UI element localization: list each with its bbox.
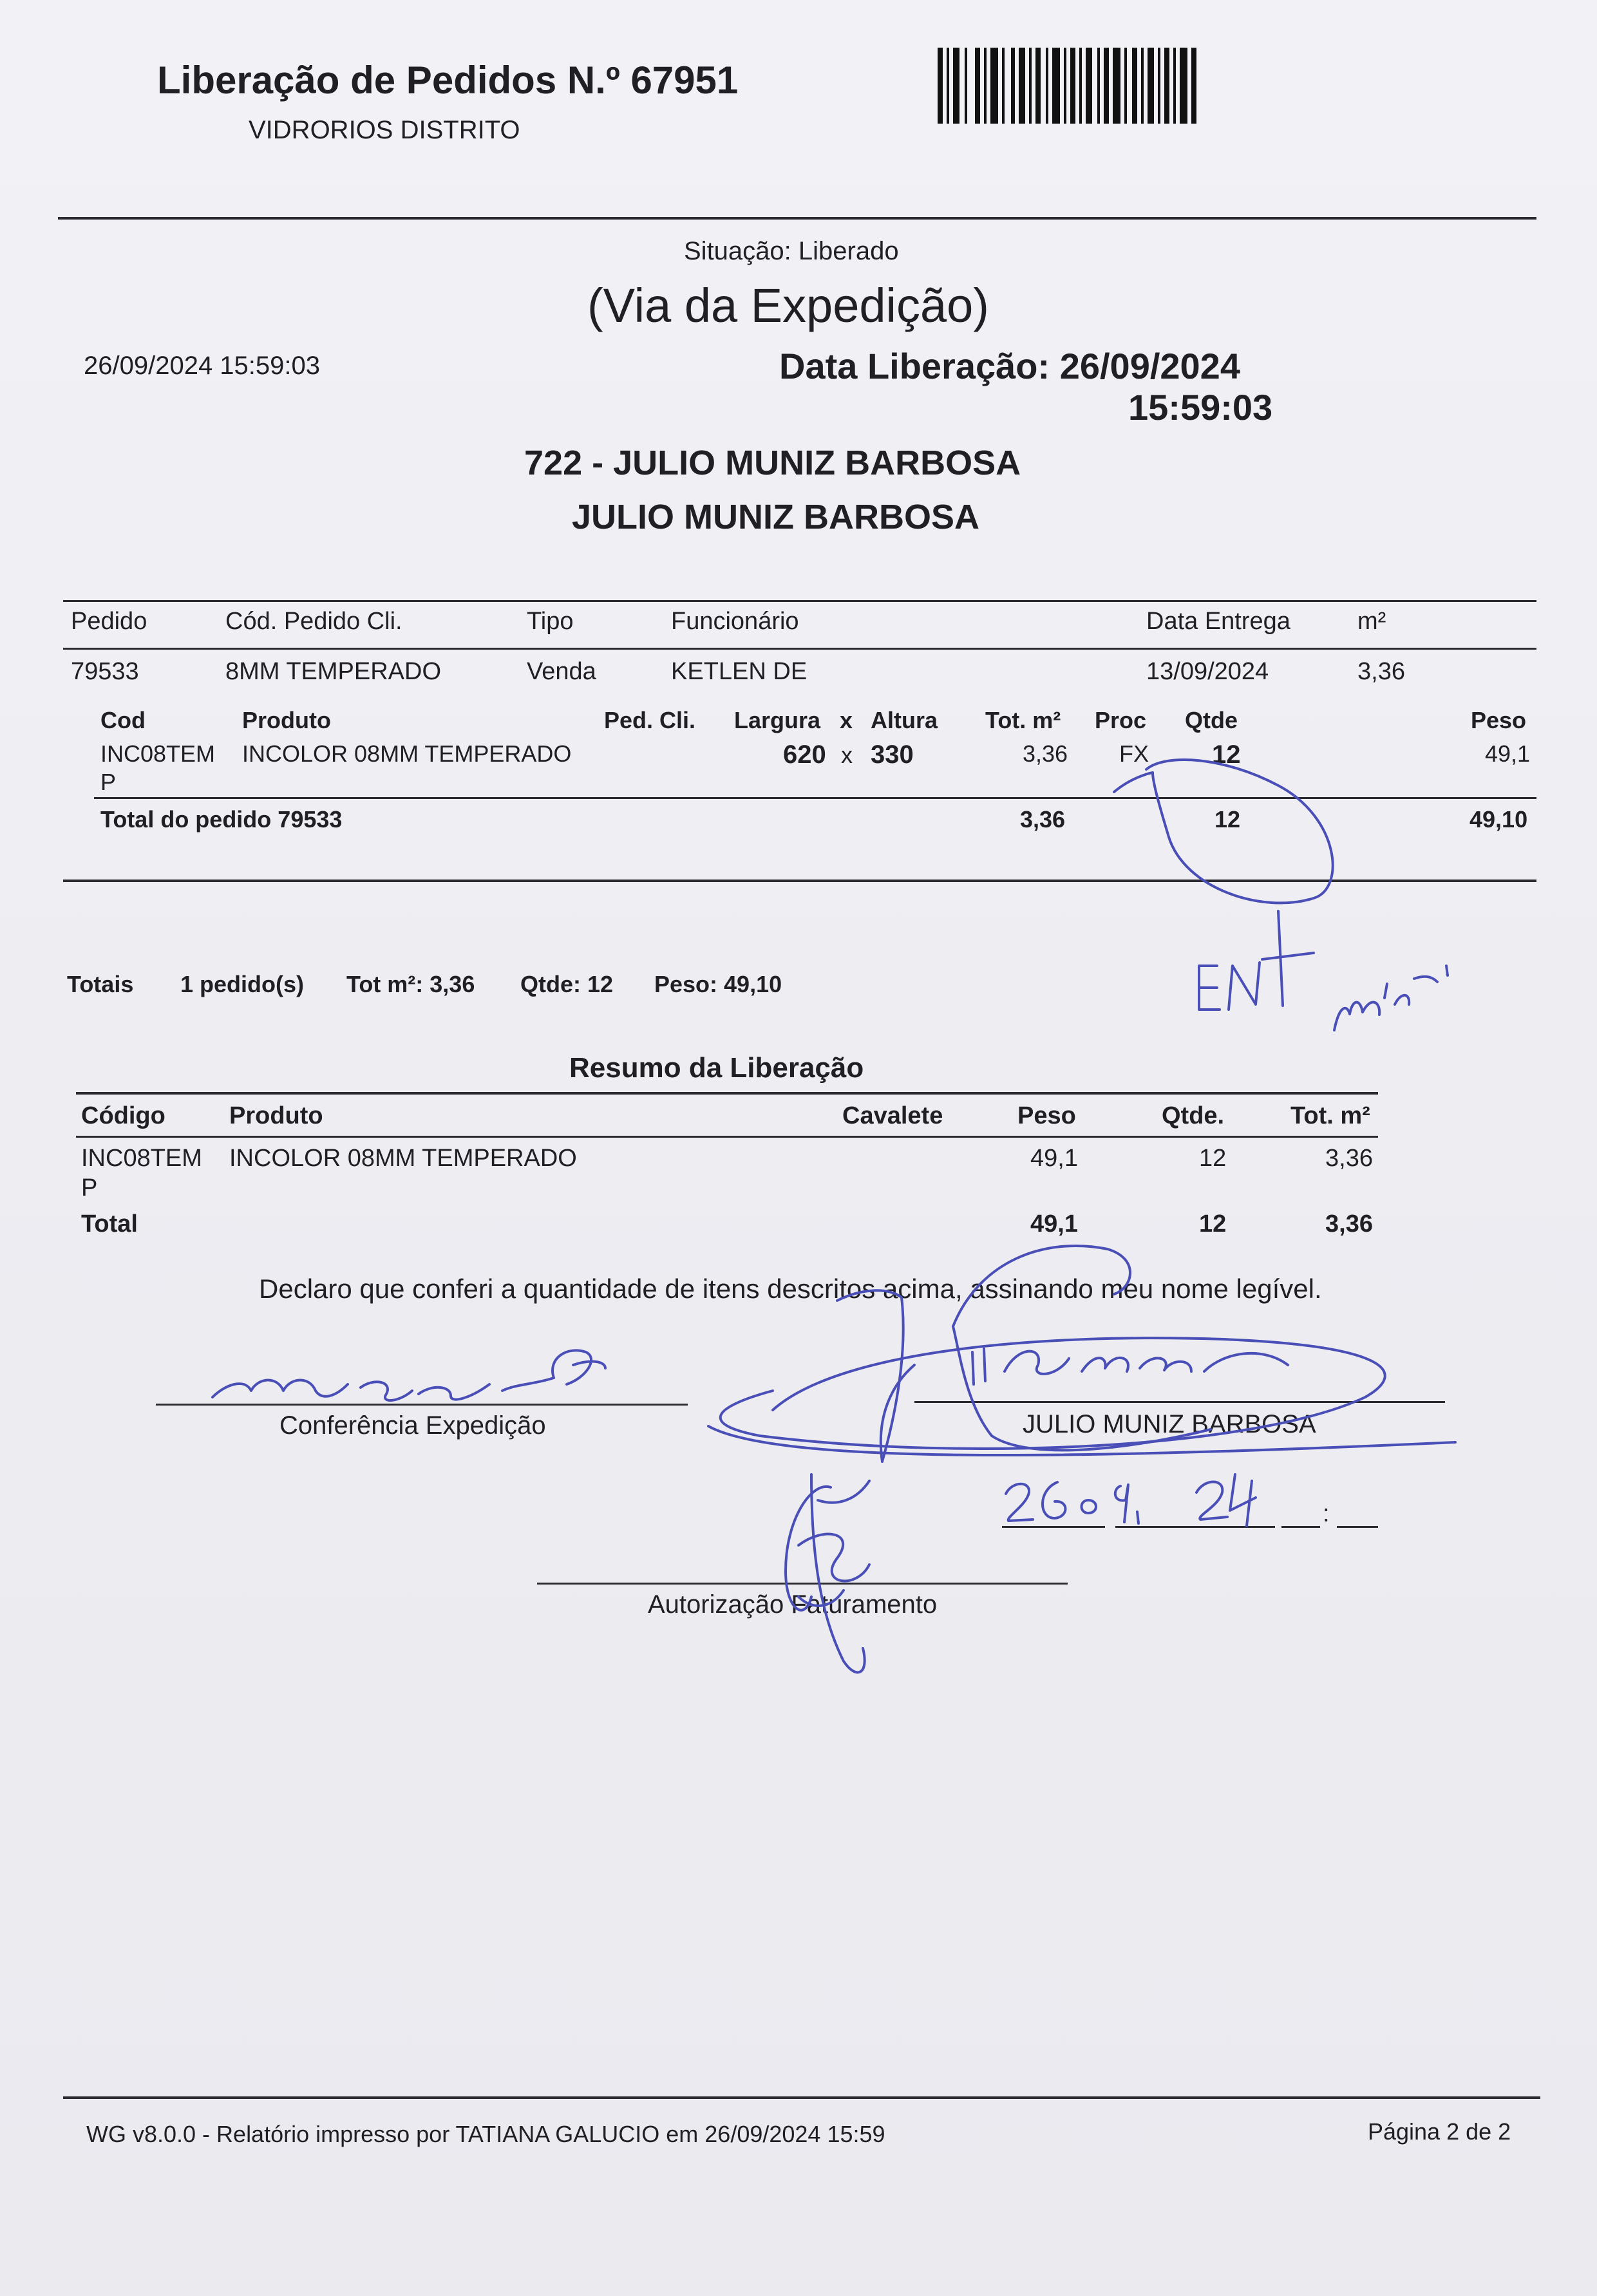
totals-peso: Peso: 49,10: [654, 971, 782, 997]
client-name: JULIO MUNIZ BARBOSA: [572, 498, 979, 536]
item-cod: INC08TEM: [100, 740, 216, 767]
client-signature: [708, 1246, 1455, 1462]
summary-col-produto: Produto: [229, 1102, 323, 1129]
declaration-text: Declaro que conferi a quantidade de itens descritos acima, assinando meu nome legível.: [259, 1274, 1322, 1304]
order-total-qtde: 12: [1214, 806, 1241, 833]
conferencia-label: Conferência Expedição: [279, 1411, 546, 1440]
item-x: x: [841, 742, 853, 768]
col-pedido: Pedido: [71, 608, 147, 635]
col-ped-cli: Ped. Cli.: [604, 707, 696, 733]
col-data-entrega: Data Entrega: [1146, 608, 1290, 635]
footer-divider: [63, 2096, 1540, 2099]
summary-col-tot-m2: Tot. m²: [1290, 1102, 1370, 1129]
summary-tot-m2: 3,36: [1325, 1145, 1373, 1172]
col-cod: Cod: [100, 707, 146, 733]
order-total-m2: 3,36: [1020, 806, 1066, 833]
col-x: x: [840, 707, 853, 733]
summary-col-qtde: Qtde.: [1162, 1102, 1225, 1129]
item-cod-wrap: P: [100, 769, 117, 795]
ent-annotation-scribble: [1334, 966, 1448, 1030]
item-tot-m2: 3,36: [1023, 740, 1068, 767]
release-time: 15:59:03: [1128, 387, 1273, 428]
col-peso: Peso: [1471, 707, 1527, 733]
order-funcionario: KETLEN DE: [671, 658, 808, 685]
company-name: VIDRORIOS DISTRITO: [249, 116, 520, 144]
document-title: Liberação de Pedidos N.º 67951: [157, 59, 739, 102]
col-altura: Altura: [871, 707, 938, 733]
col-produto: Produto: [242, 707, 331, 733]
autorizacao-signature: [786, 1474, 869, 1672]
time-separator: :: [1323, 1500, 1330, 1527]
order-data-entrega: 13/09/2024: [1146, 658, 1269, 685]
summary-col-codigo: Código: [81, 1102, 165, 1129]
status-label: Situação: Liberado: [684, 237, 899, 265]
summary-qtde: 12: [1199, 1145, 1227, 1172]
page-number: Página 2 de 2: [1368, 2118, 1511, 2145]
printed-datetime: 26/09/2024 15:59:03: [84, 352, 321, 380]
order-total-label: Total do pedido 79533: [100, 806, 343, 833]
qtde-circle-mark: [1114, 760, 1333, 903]
col-tipo: Tipo: [527, 608, 574, 635]
autorizacao-label: Autorização Faturamento: [648, 1590, 938, 1619]
col-m2: m²: [1357, 608, 1386, 635]
item-proc: FX: [1119, 740, 1149, 767]
summary-total-m2: 3,36: [1325, 1210, 1373, 1237]
col-funcionario: Funcionário: [671, 608, 799, 635]
order-total-peso: 49,10: [1469, 806, 1528, 833]
order-cod-cli: 8MM TEMPERADO: [225, 658, 442, 685]
item-qtde: 12: [1212, 740, 1241, 769]
client-code-name: 722 - JULIO MUNIZ BARBOSA: [524, 444, 1021, 482]
summary-produto: INCOLOR 08MM TEMPERADO: [229, 1145, 577, 1172]
col-proc: Proc: [1095, 707, 1147, 733]
order-m2: 3,36: [1357, 658, 1405, 685]
summary-codigo: INC08TEM: [81, 1145, 202, 1172]
totals-pedidos: 1 pedido(s): [180, 971, 305, 997]
col-qtde: Qtde: [1185, 707, 1238, 733]
totals-label: Totais: [67, 971, 134, 997]
release-date: Data Liberação: 26/09/2024: [779, 346, 1240, 386]
handwritten-date: [1006, 1474, 1256, 1526]
item-altura: 330: [871, 740, 914, 769]
col-largura: Largura: [734, 707, 821, 733]
summary-total-label: Total: [81, 1210, 138, 1237]
item-peso: 49,1: [1485, 740, 1531, 767]
col-cod-pedido-cli: Cód. Pedido Cli.: [225, 608, 402, 635]
order-pedido: 79533: [71, 658, 139, 685]
summary-codigo-wrap: P: [81, 1174, 98, 1201]
client-signature-name: JULIO MUNIZ BARBOSA: [1023, 1410, 1316, 1438]
ent-mark: [1199, 911, 1314, 1010]
item-produto: INCOLOR 08MM TEMPERADO: [242, 740, 572, 767]
via-label: (Via da Expedição): [587, 279, 989, 332]
conferencia-signature: [213, 1350, 605, 1400]
summary-col-peso: Peso: [1017, 1102, 1076, 1129]
footer-report-info: WG v8.0.0 - Relatório impresso por TATIANA GALUCIO em 26/09/2024 15:59: [86, 2121, 885, 2147]
item-largura: 620: [783, 740, 826, 769]
totals-m2: Tot m²: 3,36: [346, 971, 475, 997]
col-tot-m2: Tot. m²: [985, 707, 1061, 733]
summary-total-peso: 49,1: [1030, 1210, 1078, 1237]
order-tipo: Venda: [527, 658, 596, 685]
summary-total-qtde: 12: [1199, 1210, 1227, 1237]
summary-title: Resumo da Liberação: [569, 1052, 864, 1084]
totals-qtde: Qtde: 12: [520, 971, 614, 997]
summary-peso: 49,1: [1030, 1145, 1078, 1172]
summary-col-cavalete: Cavalete: [842, 1102, 943, 1129]
